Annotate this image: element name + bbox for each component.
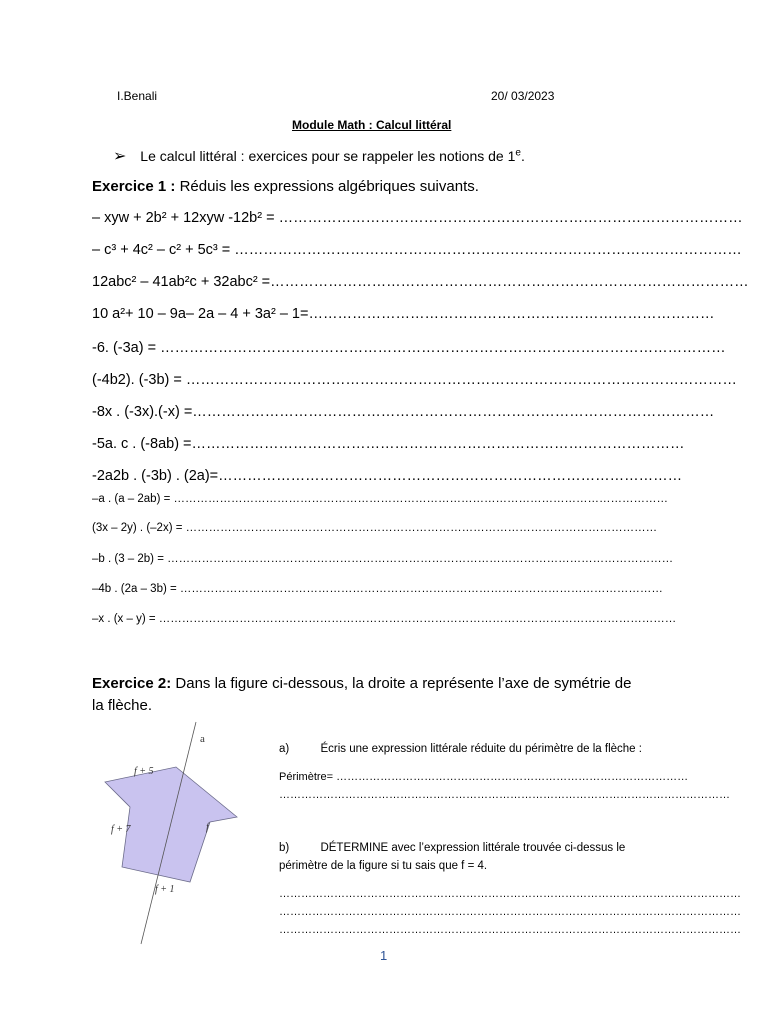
intro-line: [113, 146, 525, 166]
question-a-answer-line2: ……………………………………………………………………………………………………………: [279, 789, 730, 801]
question-b-text-rest: avec l’expression littérale trouvée ci-dessus le: [388, 842, 626, 854]
expression-row-small: –4b . (2a – 3b) = ………………………………………………………………………………………………………………: [92, 583, 663, 595]
exercise2-heading: [92, 675, 631, 692]
axis-label: a: [200, 733, 205, 745]
intro-period: .: [520, 148, 525, 164]
arrow-figure: [100, 722, 260, 944]
question-a-letter: a): [279, 743, 290, 755]
question-a-text: Écris une expression littérale réduite du périmètre de la flèche :: [320, 743, 642, 755]
intro-superscript: e: [515, 147, 521, 159]
expression-row-small: –x . (x – y) = ………………………………………………………………………………………………………………………: [92, 613, 677, 625]
expression-row: -8x . (-3x).(-x) =………………………………………………………………………………………………: [92, 404, 715, 420]
answer-line: ………………………………………………………………………………………………………………: [279, 906, 741, 918]
expression-row-small: –b . (3 – 2b) = ……………………………………………………………………………………………………………………: [92, 553, 674, 565]
question-b-text-bold: DÉTERMINE: [320, 842, 389, 854]
expression-row: -2a2b . (-3b) . (2a)=……………………………………………………………………………………: [92, 468, 683, 484]
exercise2-instruction-line2: la flèche.: [92, 697, 153, 714]
expression-row: – xyw + 2b² + 12xyw -12b² = ……………………………………………………………………………………: [92, 210, 743, 226]
expression-row: -5a. c . (-8ab) =…………………………………………………………………………………………: [92, 436, 685, 452]
label-bottom: f + 1: [155, 884, 175, 895]
arrow-bullet-icon: ➢: [113, 148, 127, 165]
expression-row-small: (3x – 2y) . (–2x) = ……………………………………………………………………………………………………………: [92, 522, 658, 534]
answer-line: ………………………………………………………………………………………………………………: [279, 888, 741, 900]
expression-row: (-4b2). (-3b) = ……………………………………………………………………………………………………: [92, 372, 737, 388]
exercise2-instruction-line1: Dans la figure ci-dessous, la droite a représente l’axe de symétrie de: [171, 675, 632, 692]
document-title: Module Math : Calcul littéral: [292, 118, 452, 132]
expression-row: -6. (-3a) = ………………………………………………………………………………………………………: [92, 340, 726, 356]
page-number: 1: [380, 948, 388, 963]
exercise1-instruction: Réduis les expressions algébriques suivants.: [175, 178, 479, 195]
answer-line: ………………………………………………………………………………………………………………: [279, 924, 741, 936]
author-name: I.Benali: [117, 89, 158, 103]
label-right: f: [206, 822, 209, 833]
question-b: [279, 842, 625, 854]
exercise1-label: Exercice 1 :: [92, 178, 176, 195]
label-left: f + 7: [111, 824, 131, 835]
expression-row: – c³ + 4c² – c² + 5c³ = ……………………………………………………………………………………………: [92, 242, 742, 258]
question-a: [279, 743, 642, 755]
intro-text: Le calcul littéral : exercices pour se rappeler les notions de 1: [140, 148, 516, 164]
expression-row-small: –a . (a – 2ab) = …………………………………………………………………………………………………………………: [92, 493, 669, 505]
exercise1-heading: [92, 178, 479, 195]
document-date: 20/ 03/2023: [491, 89, 555, 103]
exercise2-label: Exercice 2:: [92, 675, 172, 692]
label-top: f + 5: [134, 766, 154, 777]
question-b-text-line2: périmètre de la figure si tu sais que f = 4.: [279, 860, 488, 872]
expression-row: 10 a²+ 10 – 9a– 2a – 4 + 3a² – 1=…………………………………………………………………………: [92, 306, 715, 322]
question-b-letter: b): [279, 842, 290, 854]
expression-row: 12abc² – 41ab²c + 32abc² =………………………………………………………………………………………: [92, 274, 749, 290]
question-a-answer-line1: Périmètre= ……………………………………………………………………………………: [279, 771, 689, 783]
